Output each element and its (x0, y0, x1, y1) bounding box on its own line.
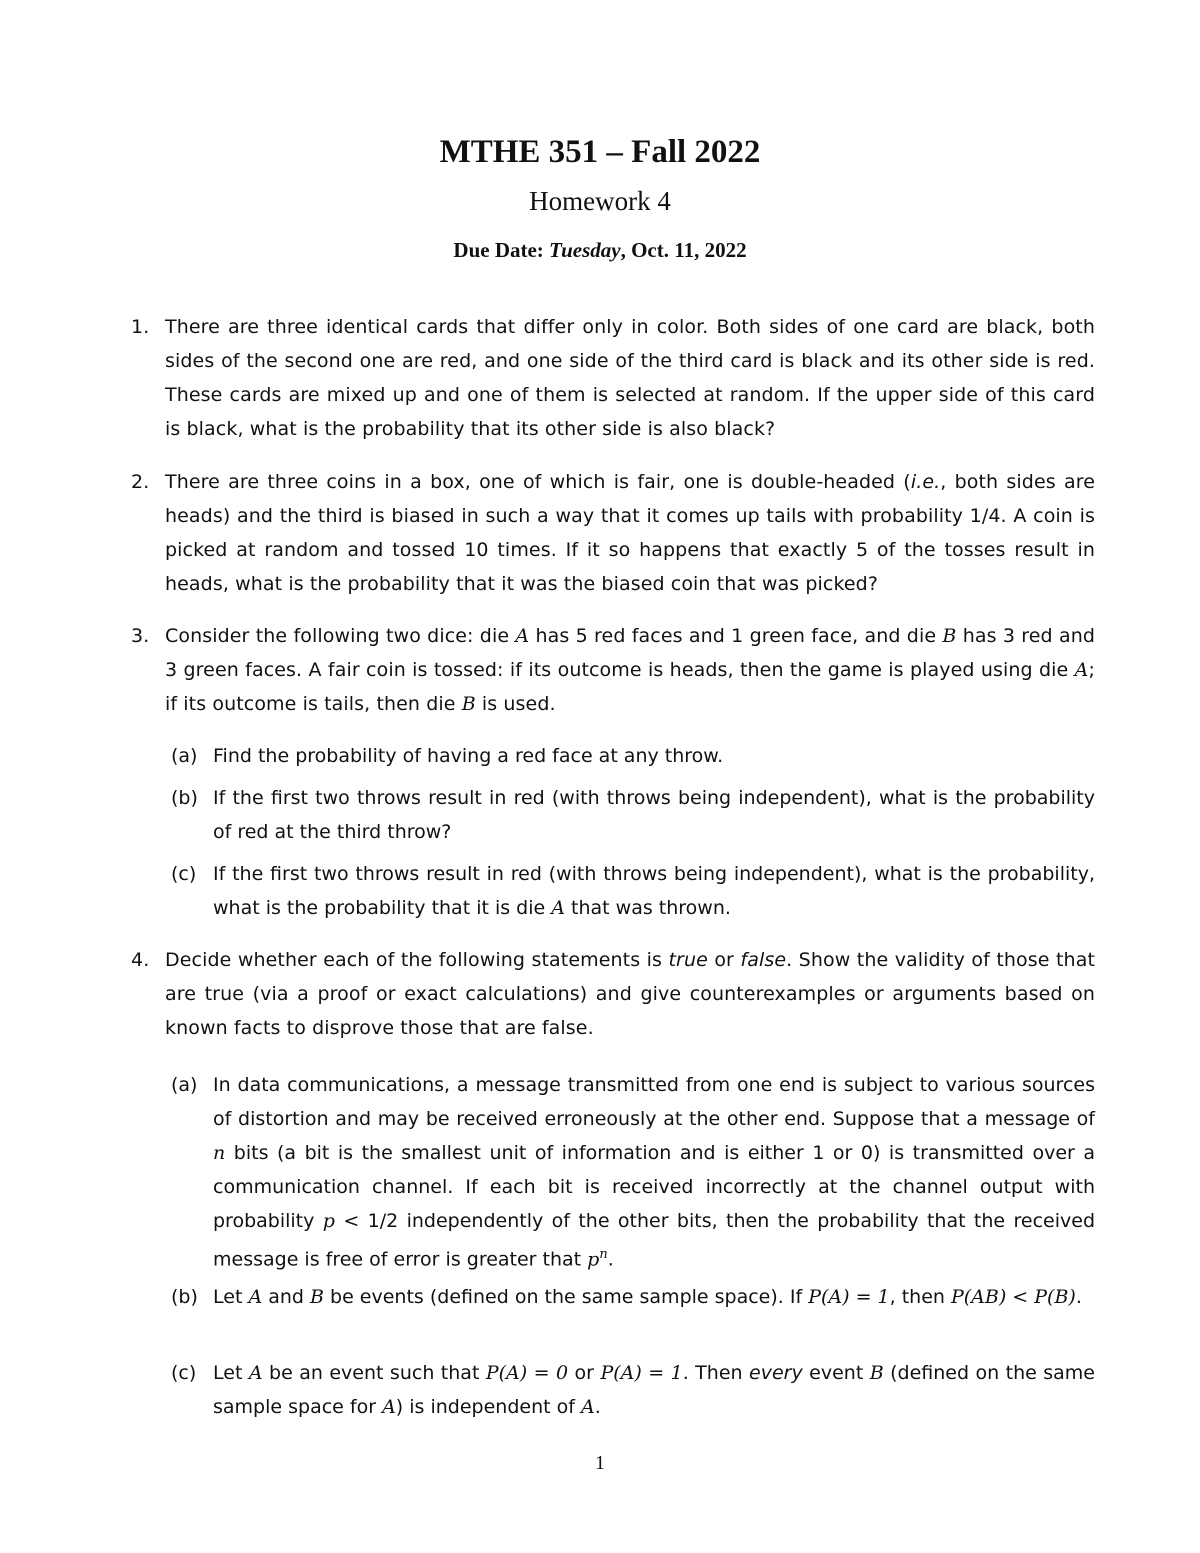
due-date (0, 238, 1200, 263)
part-text: . (607, 1248, 614, 1271)
part-text: event (802, 1362, 870, 1384)
math-var: A (515, 625, 530, 647)
part-label: (b) (171, 1286, 198, 1308)
part-text: If the first two throws result in red (with throws being independent), what is the probability, what is the probability that it is die (213, 863, 1095, 919)
part-text: , then (889, 1286, 951, 1308)
part-text: ) is independent of (395, 1396, 581, 1418)
part-text: In data communications, a message transmitted from one end is subject to various sources of distortion and may be received erroneously at the other end. Suppose that a message of (213, 1074, 1095, 1130)
problem-text: ; if its outcome is tails, then die (165, 659, 1095, 715)
problem-3c (171, 857, 1095, 925)
problem-text: There are three coins in a box, one of which is fair, one is double-headed ( (165, 471, 911, 493)
due-label: Due Date: (453, 238, 544, 262)
part-text: Let (213, 1286, 249, 1308)
problem-text: There are three identical cards that differ only in color. Both sides of one card are black, both sides of the second one are red, and one side of the third card is black and its other side is red. These cards are mixed up and one of them is selected at random. If the upper side of this card is black, what is the probability that its other side is also black? (165, 316, 1095, 440)
problem-number: 2. (131, 471, 150, 493)
math-var: B (310, 1286, 324, 1308)
problem-text: has 3 red and 3 green faces. A fair coin is tossed: if its outcome is heads, then the game is played using die (165, 625, 1096, 681)
part-text: and (262, 1286, 310, 1308)
problem-text-italic: i.e. (910, 471, 941, 493)
math-var: A (551, 897, 565, 919)
problem-text: , both sides are heads) and the third is biased in such a way that it comes up tails with probability 1/4. A coin is picked at random and tossed 10 times. If it so happens that exactly 5 of the tosses result in heads, what is the probability that it was the biased coin that was picked? (165, 471, 1095, 595)
part-text: . (1075, 1286, 1082, 1308)
part-text: be events (defined on the same sample space). If (323, 1286, 809, 1308)
problem-2 (131, 465, 1095, 601)
due-date-value: , Oct. 11, 2022 (620, 238, 747, 262)
document-title: MTHE 351 – Fall 2022 (439, 134, 761, 170)
part-text: be an event such that (262, 1362, 486, 1384)
math-expr: P(A) = 1 (600, 1362, 683, 1384)
problem-number: 3. (131, 625, 150, 647)
part-text: that was thrown. (564, 897, 731, 919)
problem-text: Decide whether each of the following statements is (165, 949, 669, 971)
math-var: A (248, 1286, 263, 1308)
part-label: (a) (171, 745, 198, 767)
math-var: A (248, 1362, 263, 1384)
math-var: A (580, 1396, 595, 1418)
part-text: Let (213, 1362, 249, 1384)
problem-4c (171, 1356, 1095, 1424)
math-expr: P(AB) < P(B) (950, 1286, 1076, 1308)
problem-4 (131, 943, 1095, 1045)
math-var: n (213, 1142, 226, 1164)
page-number: 1 (595, 1452, 605, 1474)
part-text: (defined on the same sample space for (213, 1362, 1095, 1418)
part-text: or (568, 1362, 601, 1384)
problem-3a (171, 739, 1095, 773)
problem-4b (171, 1280, 1095, 1314)
part-label: (c) (171, 1362, 197, 1384)
false-word: false (740, 949, 787, 971)
part-text: independently of the other bits, then the probability that the received message is free of error is greater that (213, 1210, 1095, 1271)
part-text: bits (a bit is the smallest unit of information and is either 1 or 0) is transmitted over a communication channel. If each bit is received incorrectly at the channel output with probability (213, 1142, 1095, 1232)
math-expr: P(A) = 0 (485, 1362, 569, 1384)
math-var: A (382, 1396, 396, 1418)
problem-number: 4. (131, 949, 150, 971)
math-var: A (1074, 659, 1089, 681)
math-expr: P(A) = 1 (808, 1286, 890, 1308)
math-var: B (942, 625, 957, 647)
problem-text: is used. (475, 693, 556, 715)
part-label: (b) (171, 787, 198, 809)
problem-text: . Show the validity of those that are true (via a proof or exact calculations) and give counterexamples or arguments based on known facts to disprove those that are false. (165, 949, 1095, 1039)
part-text: Find the probability of having a red face at any throw. (213, 745, 724, 767)
every-word: every (749, 1362, 803, 1384)
problem-4a (171, 1068, 1095, 1276)
math-exponent: n (599, 1247, 608, 1262)
problem-text: has 5 red faces and 1 green face, and die (529, 625, 943, 647)
problem-3 (131, 619, 1096, 721)
true-word: true (668, 949, 708, 971)
math-var: B (461, 693, 476, 715)
part-text: If the first two throws result in red (with throws being independent), what is the probability of red at the third throw? (213, 787, 1095, 843)
math-expr: < 1/2 (334, 1210, 399, 1232)
part-text: . (594, 1396, 601, 1418)
problem-text: Consider the following two dice: die (165, 625, 516, 647)
problem-text: or (707, 949, 741, 971)
math-var: p (587, 1248, 600, 1271)
problem-1 (131, 310, 1095, 446)
part-text: . Then (682, 1362, 750, 1384)
part-label: (a) (171, 1074, 198, 1096)
document-subtitle: Homework 4 (529, 186, 671, 216)
due-day: Tuesday (549, 238, 621, 262)
math-var: p (322, 1210, 335, 1232)
problem-number: 1. (131, 316, 150, 338)
part-label: (c) (171, 863, 197, 885)
problem-3b (171, 781, 1095, 849)
math-var: B (869, 1362, 884, 1384)
